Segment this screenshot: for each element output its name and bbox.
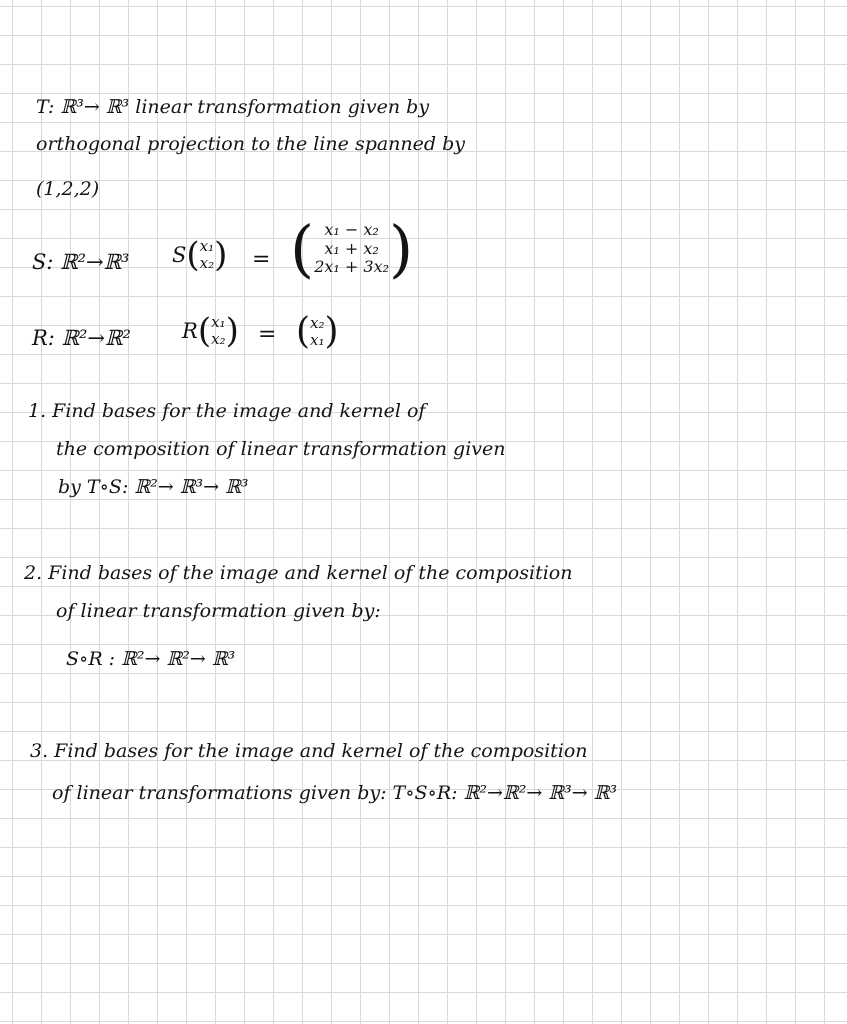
r-function-name: R [182, 319, 198, 344]
s-input-x1: x₁ [199, 237, 215, 255]
s-input-expression: S ( x₁ x₂ ) [172, 235, 228, 276]
r-output-row-2: x₁ [310, 331, 325, 349]
r-output-vector-wrapper: ( x₂ x₁ ) [296, 311, 339, 352]
s-function-name: S [172, 243, 187, 268]
s-output-row-3: 2x₁ + 3x₂ [314, 257, 390, 277]
question-2-line-3: S∘R : ℝ²→ ℝ²→ ℝ³ [66, 648, 236, 670]
s-input-x2: x₂ [199, 254, 215, 273]
s-output-row-1: x₁ − x₂ [324, 220, 379, 240]
r-domain-codomain: R: ℝ²→ℝ² [32, 326, 131, 350]
r-input-vector [211, 314, 225, 349]
r-output-row-1: x₂ [310, 313, 325, 332]
question-3-line-1: 3. Find bases for the image and kernel of the composition [30, 740, 588, 762]
question-2-line-1: 2. Find bases of the image and kernel of the composition [24, 562, 573, 584]
question-3-line-2: of linear transformations given by: T∘S∘R: ℝ²→ℝ²→ ℝ³→ ℝ³ [52, 782, 618, 804]
s-equals-sign: = [252, 247, 271, 272]
question-1-line-1: 1. Find bases for the image and kernel of [28, 400, 426, 422]
r-equals-sign: = [258, 322, 277, 347]
r-output-vector [310, 315, 324, 350]
t-definition-line-1: T: ℝ³→ ℝ³ linear transformation given by [36, 96, 430, 118]
s-input-vector [200, 238, 214, 273]
s-output-vector-wrapper: ( x₁ − x₂ x₁ + x₂ 2x₁ + 3x₂ ) [290, 212, 414, 285]
question-1-line-3: by T∘S: ℝ²→ ℝ³→ ℝ³ [58, 476, 249, 498]
r-input-x1: x₁ [211, 313, 226, 331]
question-2-line-2: of linear transformation given by: [56, 600, 381, 622]
t-definition-line-3: (1,2,2) [36, 178, 100, 200]
t-definition-line-2: orthogonal projection to the line spanned by [36, 133, 466, 155]
r-input-expression: R ( x₁ x₂ ) [182, 311, 239, 352]
question-1-line-2: the composition of linear transformation given [56, 438, 506, 460]
s-output-vector [314, 221, 389, 276]
s-output-row-2: x₁ + x₂ [324, 238, 379, 258]
r-input-x2: x₂ [211, 330, 226, 349]
s-domain-codomain: S: ℝ²→ℝ³ [32, 250, 130, 274]
